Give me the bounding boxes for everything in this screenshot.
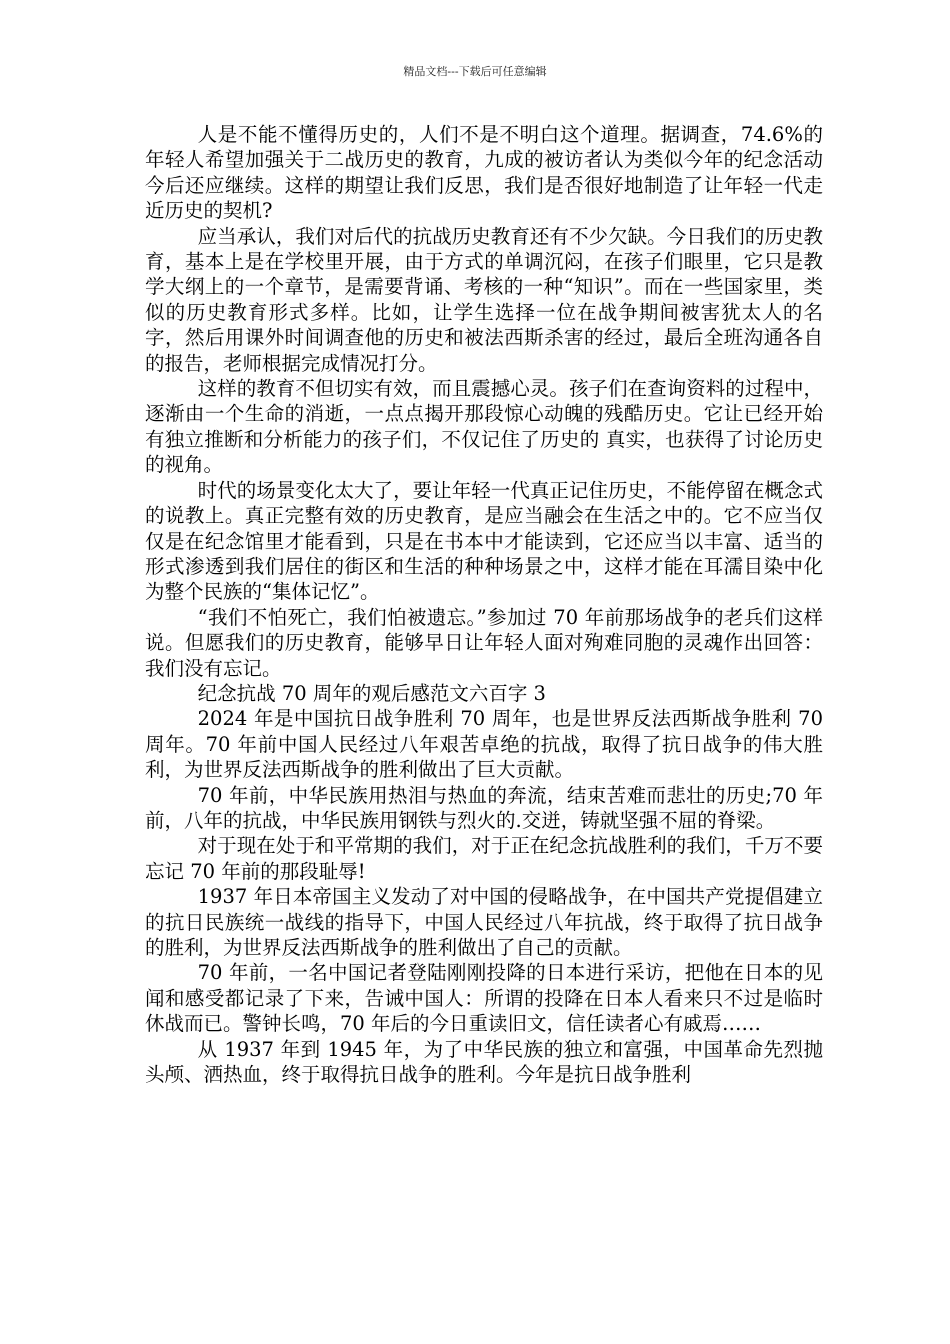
- paragraph-8: 对于现在处于和平常期的我们，对于正在纪念抗战胜利的我们，千万不要忘记 70 年前的那段耻辱!: [145, 834, 823, 883]
- paragraph-1: 人是不能不懂得历史的，人们不是不明白这个道理。据调查，74.6%的年轻人希望加强关于二战历史的教育，九成的被访者认为类似今年的纪念活动今后还应继续。这样的期望让我们反思，我们是否很好地制造了让年轻一代走近历史的契机?: [145, 123, 823, 223]
- paragraph-2: 应当承认，我们对后代的抗战历史教育还有不少欠缺。今日我们的历史教育，基本上是在学校里开展，由于方式的单调沉闷，在孩子们眼里，它只是教学大纲上的一个章节，是需要背诵、考核的一种“知识”。而在一些国家里，类似的历史教育形式多样。比如，让学生选择一位在战争期间被害犹太人的名字，然后用课外时间调查他的历史和被法西斯杀害的经过，最后全班沟通各自的报告，老师根据完成情况打分。: [145, 224, 823, 375]
- paragraph-3: 这样的教育不但切实有效，而且震撼心灵。孩子们在查询资料的过程中，逐渐由一个生命的消逝，一点点揭开那段惊心动魄的残酷历史。它让已经开始有独立推断和分析能力的孩子们，不仅记住了历史的 真实，也获得了讨论历史的视角。: [145, 377, 823, 477]
- paragraph-7: 70 年前，中华民族用热泪与热血的奔流，结束苦难而悲壮的历史;70 年前，八年的抗战，中华民族用钢铁与烈火的.交迸，铸就坚强不屈的脊梁。: [145, 783, 823, 832]
- paragraph-6: 2024 年是中国抗日战争胜利 70 周年，也是世界反法西斯战争胜利 70 周年。70 年前中国人民经过八年艰苦卓绝的抗战，取得了抗日战争的伟大胜利，为世界反法西斯战争的胜利做出了巨大贡献。: [145, 707, 823, 782]
- page-header: 精品文档---下载后可任意编辑: [403, 65, 547, 78]
- paragraph-4: 时代的场景变化太大了，要让年轻一代真正记住历史，不能停留在概念式的说教上。真正完整有效的历史教育，是应当融会在生活之中的。它不应当仅仅是在纪念馆里才能看到，只是在书本中才能读到，它还应当以丰富、适当的形式渗透到我们居住的街区和生活的种种场景之中，这样才能在耳濡目染中化为整个民族的“集体记忆”。: [145, 478, 823, 604]
- paragraph-10: 70 年前，一名中国记者登陆刚刚投降的日本进行采访，把他在日本的见闻和感受都记录了下来，告诫中国人：所谓的投降在日本人看来只不过是临时休战而已。警钟长鸣，70 年后的今日重读旧文，信任读者心有戚焉……: [145, 961, 823, 1036]
- paragraph-9: 1937 年日本帝国主义发动了对中国的侵略战争，在中国共产党提倡建立的抗日民族统一战线的指导下，中国人民经过八年抗战，终于取得了抗日战争的胜利，为世界反法西斯战争的胜利做出了自己的贡献。: [145, 885, 823, 959]
- section-title: 纪念抗战 70 周年的观后感范文六百字 3: [197, 681, 546, 705]
- paragraph-5: “我们不怕死亡，我们怕被遗忘。”参加过 70 年前那场战争的老兵们这样说。但愿我们的历史教育，能够早日让年轻人面对殉难同胞的灵魂作出回答：我们没有忘记。: [145, 605, 823, 680]
- document-body: [145, 122, 823, 1087]
- paragraph-11: 从 1937 年到 1945 年，为了中华民族的独立和富强，中国革命先烈抛头颅、洒热血，终于取得抗日战争的胜利。今年是抗日战争胜利: [145, 1037, 823, 1087]
